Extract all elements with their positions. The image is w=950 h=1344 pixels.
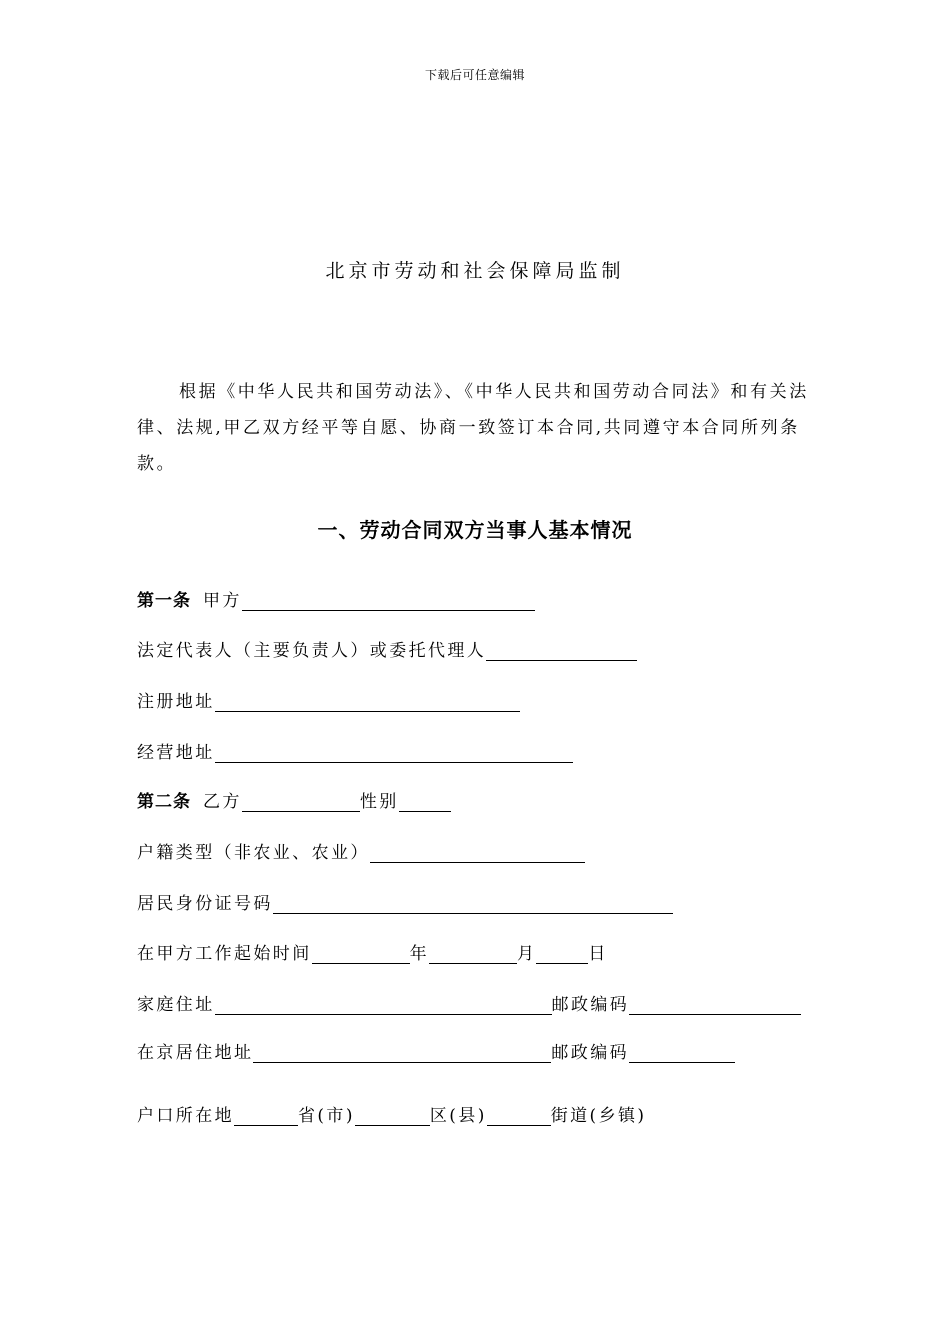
home-address-label: 家庭住址 bbox=[137, 995, 215, 1015]
biz-address-field[interactable] bbox=[215, 742, 573, 763]
bj-address-label: 在京居住地址 bbox=[137, 1043, 254, 1063]
postal-code-2-label: 邮政编码 bbox=[551, 1043, 630, 1063]
day-label: 日 bbox=[588, 944, 608, 964]
province-field[interactable] bbox=[234, 1105, 298, 1126]
start-month-field[interactable] bbox=[429, 943, 517, 964]
start-day-field[interactable] bbox=[536, 943, 588, 964]
hukou-label: 户口所在地 bbox=[137, 1106, 234, 1126]
section-heading: 一、劳动合同双方当事人基本情况 bbox=[317, 518, 633, 542]
article2-party-b-row bbox=[137, 790, 451, 814]
month-label: 月 bbox=[517, 944, 537, 964]
id-number-row bbox=[137, 892, 673, 916]
article1-party-a-row bbox=[137, 589, 535, 613]
street-label: 街道(乡镇) bbox=[550, 1106, 647, 1126]
article2-label: 第二条 bbox=[137, 792, 191, 812]
party-b-field[interactable] bbox=[242, 791, 360, 812]
hukou-row bbox=[137, 1104, 646, 1128]
province-label: 省(市) bbox=[298, 1106, 355, 1126]
postal-code-2-field[interactable] bbox=[629, 1042, 735, 1063]
legal-rep-row bbox=[137, 639, 637, 663]
household-type-field[interactable] bbox=[370, 842, 585, 863]
gender-field[interactable] bbox=[399, 791, 451, 812]
party-a-field[interactable] bbox=[242, 590, 535, 611]
bj-address-field[interactable] bbox=[253, 1042, 551, 1063]
home-address-field[interactable] bbox=[215, 994, 552, 1015]
household-type-row bbox=[137, 841, 585, 865]
reg-address-field[interactable] bbox=[215, 691, 520, 712]
household-type-label: 户籍类型（非农业、农业） bbox=[137, 843, 370, 863]
biz-address-row bbox=[137, 741, 573, 765]
header-note: 下载后可任意编辑 bbox=[424, 68, 525, 82]
gender-label: 性别 bbox=[359, 792, 399, 812]
home-address-row bbox=[137, 993, 801, 1017]
postal-code-1-label: 邮政编码 bbox=[551, 995, 630, 1015]
id-number-field[interactable] bbox=[273, 893, 673, 914]
issuer-title: 北京市劳动和社会保障局监制 bbox=[325, 260, 625, 282]
bj-address-row bbox=[137, 1041, 735, 1065]
start-year-field[interactable] bbox=[312, 943, 410, 964]
preamble-paragraph: 根据《中华人民共和国劳动法》、《中华人民共和国劳动合同法》和有关法律、法规,甲乙双方经平等自愿、协商一致签订本合同,共同遵守本合同所列条款。 bbox=[137, 382, 809, 474]
id-number-label: 居民身份证号码 bbox=[137, 894, 273, 914]
street-field[interactable] bbox=[487, 1105, 551, 1126]
party-b-label: 乙方 bbox=[203, 792, 242, 812]
district-label: 区(县) bbox=[429, 1106, 487, 1126]
legal-rep-field[interactable] bbox=[486, 640, 637, 661]
start-time-label: 在甲方工作起始时间 bbox=[137, 944, 312, 964]
reg-address-row bbox=[137, 690, 520, 714]
start-time-row bbox=[137, 942, 608, 966]
party-a-label: 甲方 bbox=[203, 591, 242, 611]
reg-address-label: 注册地址 bbox=[137, 692, 215, 712]
year-label: 年 bbox=[409, 944, 430, 964]
biz-address-label: 经营地址 bbox=[137, 743, 215, 763]
postal-code-1-field[interactable] bbox=[629, 994, 801, 1015]
article1-label: 第一条 bbox=[137, 591, 191, 611]
legal-rep-label: 法定代表人（主要负责人）或委托代理人 bbox=[137, 641, 487, 661]
district-field[interactable] bbox=[355, 1105, 430, 1126]
